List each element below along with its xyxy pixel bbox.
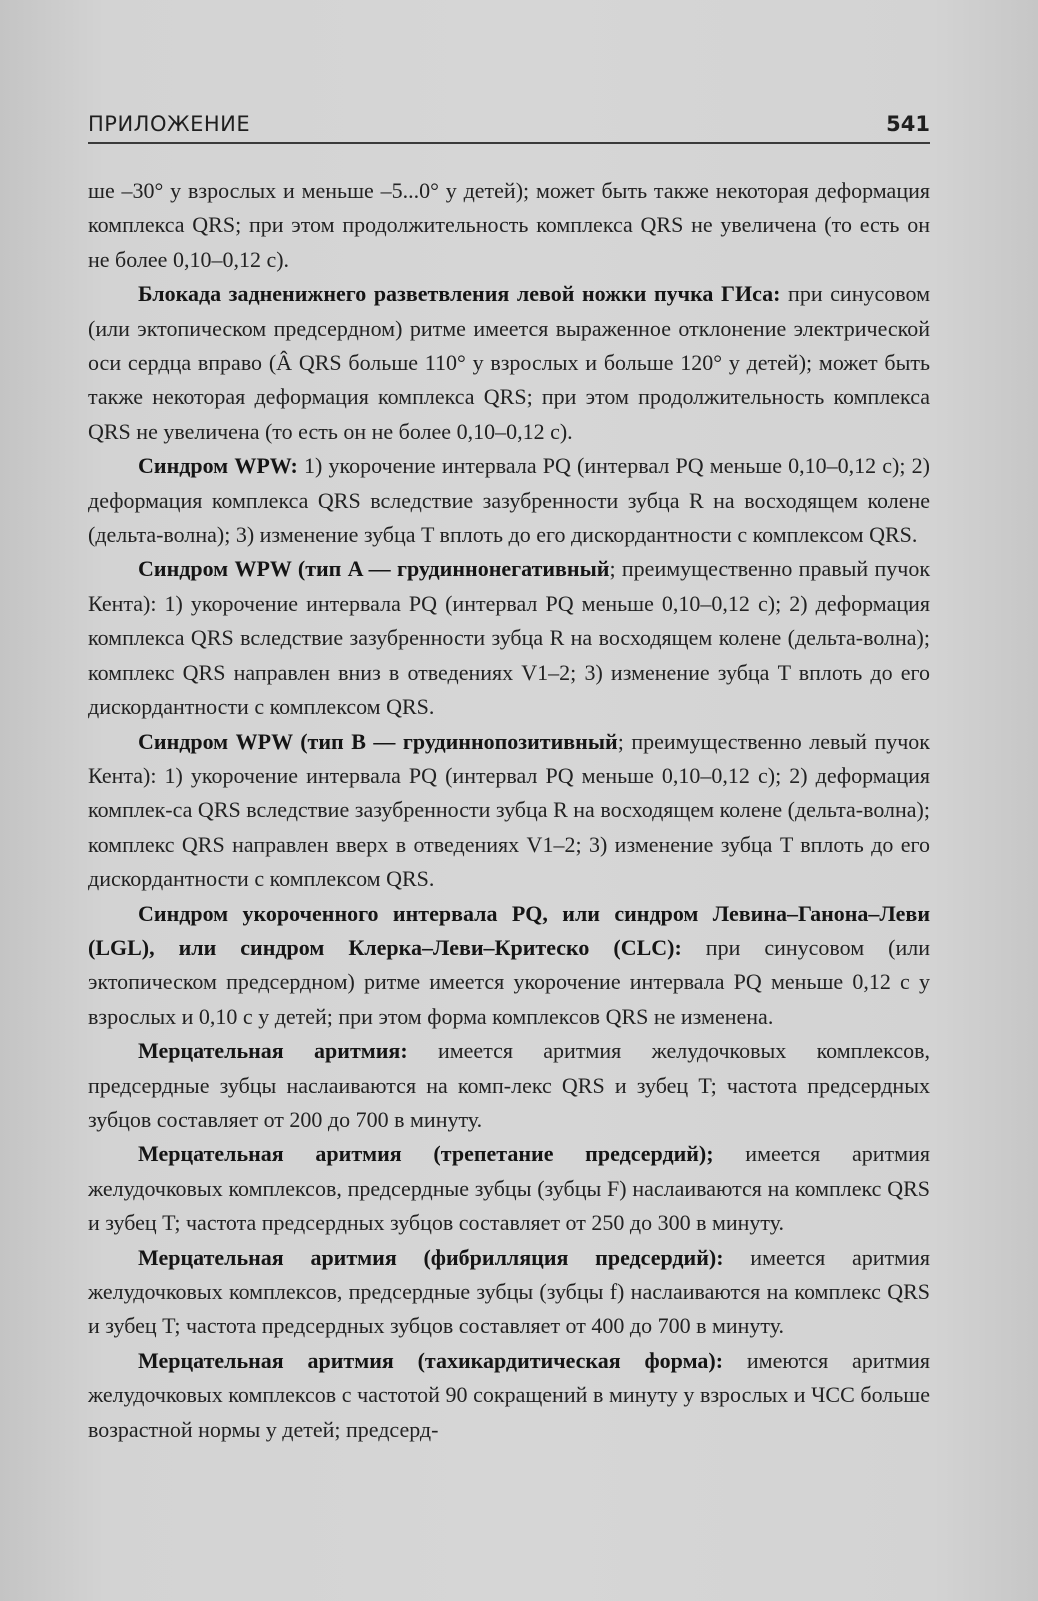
paragraph-lead: Мерцательная аритмия: — [138, 1038, 408, 1064]
page-body — [88, 174, 930, 1447]
paragraph-continuation — [88, 174, 930, 277]
paragraph-text: ; преимущественно левый пучок Кента): 1) укорочение интервала PQ (интервал PQ меньше 0,10–0,12 с); 2) деформация комплек-са QRS вследствие зазубренности зубца R на восходящем колене (дельта-волна); комплекс QRS направлен вверх в отведениях V1–2; 3) изменение зубца T вплоть до его дискордантности с комплексом QRS. — [88, 728, 930, 892]
paragraph-lead: Блокада задненижнего разветвления левой ножки пучка ГИса: — [138, 281, 781, 307]
paragraph-wpw-type-b — [88, 725, 930, 897]
paragraph-lead: Мерцательная аритмия (трепетание предсердий); — [138, 1141, 714, 1167]
paragraph-short-pq — [88, 897, 930, 1035]
paragraph-text: при синусовом (или эктопическом предсердном) ритме имеется укорочение интервала PQ меньше 0,12 с у взрослых и 0,10 с у детей; при этом форма комплексов QRS не изменена. — [88, 934, 931, 1029]
paragraph-lead: Синдром укороченного интервала PQ, или синдром Левина–Ганона–Леви (LGL), или синдром Клерка–Леви–Критеско (CLC): — [88, 900, 930, 960]
paragraph-text: имеется аритмия желудочковых комплексов, предсердные зубцы (зубцы f) наслаиваются на комплекс QRS и зубец T; частота предсердных зубцов составляет от 400 до 700 в минуту. — [88, 1244, 930, 1339]
paragraph-posterior-fascicular-block — [88, 277, 930, 449]
paragraph-lead: Мерцательная аритмия (тахикардитическая форма): — [138, 1347, 724, 1373]
paragraph-tachy-form — [88, 1344, 930, 1447]
paragraph-atrial-fibrillation — [88, 1034, 930, 1137]
paragraph-text: имеется аритмия желудочковых комплексов, предсердные зубцы наслаиваются на комп-лекс QRS и зубец T; частота предсердных зубцов составляет от 200 до 700 в минуту. — [88, 1038, 930, 1132]
paragraph-text: 1) укорочение интервала PQ (интервал PQ меньше 0,10–0,12 с); 2) деформация комплекса QRS вследствие зазубренности зубца R на восходящем колене (дельта-волна); 3) изменение зубца T вплоть до его дискордантности с комплексом QRS. — [88, 453, 930, 548]
paragraph-text: ; преимущественно правый пучок Кента): 1) укорочение интервала PQ (интервал PQ меньше 0,10–0,12 с); 2) деформация комплекса QRS вследствие зазубренности зубца R на восходящем колене (дельта-волна); комплекс QRS направлен вниз в отведениях V1–2; 3) изменение зубца T вплоть до его дискордантности с комплексом QRS. — [88, 556, 931, 720]
paragraph-lead: Синдром WPW: — [138, 453, 298, 479]
paragraph-text: имеется аритмия желудочковых комплексов, предсердные зубцы (зубцы F) наслаиваются на комплекс QRS и зубец T; частота предсердных зубцов составляет от 250 до 300 в минуту. — [88, 1141, 930, 1236]
paragraph-atrial-flutter — [88, 1137, 930, 1240]
running-header — [88, 108, 930, 144]
paragraph-lead: Синдром WPW (тип A — грудиннонегативный — [138, 556, 610, 582]
paragraph-lead: Мерцательная аритмия (фибрилляция предсердий): — [138, 1244, 724, 1270]
page-number: 541 — [886, 112, 930, 136]
paragraph-text: при синусовом (или эктопическом предсердном) ритме имеется выраженное отклонение электрической оси сердца вправо (Â QRS больше 110° у взрослых и больше 120° у детей); может быть также некоторая деформация комплекса QRS; при этом продолжительность комплекса QRS не увеличена (то есть он не более 0,10–0,12 с). — [88, 281, 930, 444]
paragraph-lead: Синдром WPW (тип B — грудиннопозитивный — [138, 728, 618, 754]
running-header-title: ПРИЛОЖЕНИЕ — [88, 112, 251, 136]
paragraph-wpw-type-a — [88, 552, 930, 724]
paragraph-atrial-fibrillation-f — [88, 1241, 930, 1344]
paragraph-text: имеются аритмия желудочковых комплексов с частотой 90 сокращений в минуту у взрослых и ЧСС больше возрастной нормы у детей; предсерд- — [88, 1347, 930, 1442]
paragraph-text: ше –30° у взрослых и меньше –5...0° у детей); может быть также некоторая деформация комплекса QRS; при этом продолжительность комплекса QRS не увеличена (то есть он не более 0,10–0,12 с). — [88, 178, 930, 272]
paragraph-wpw — [88, 449, 930, 552]
